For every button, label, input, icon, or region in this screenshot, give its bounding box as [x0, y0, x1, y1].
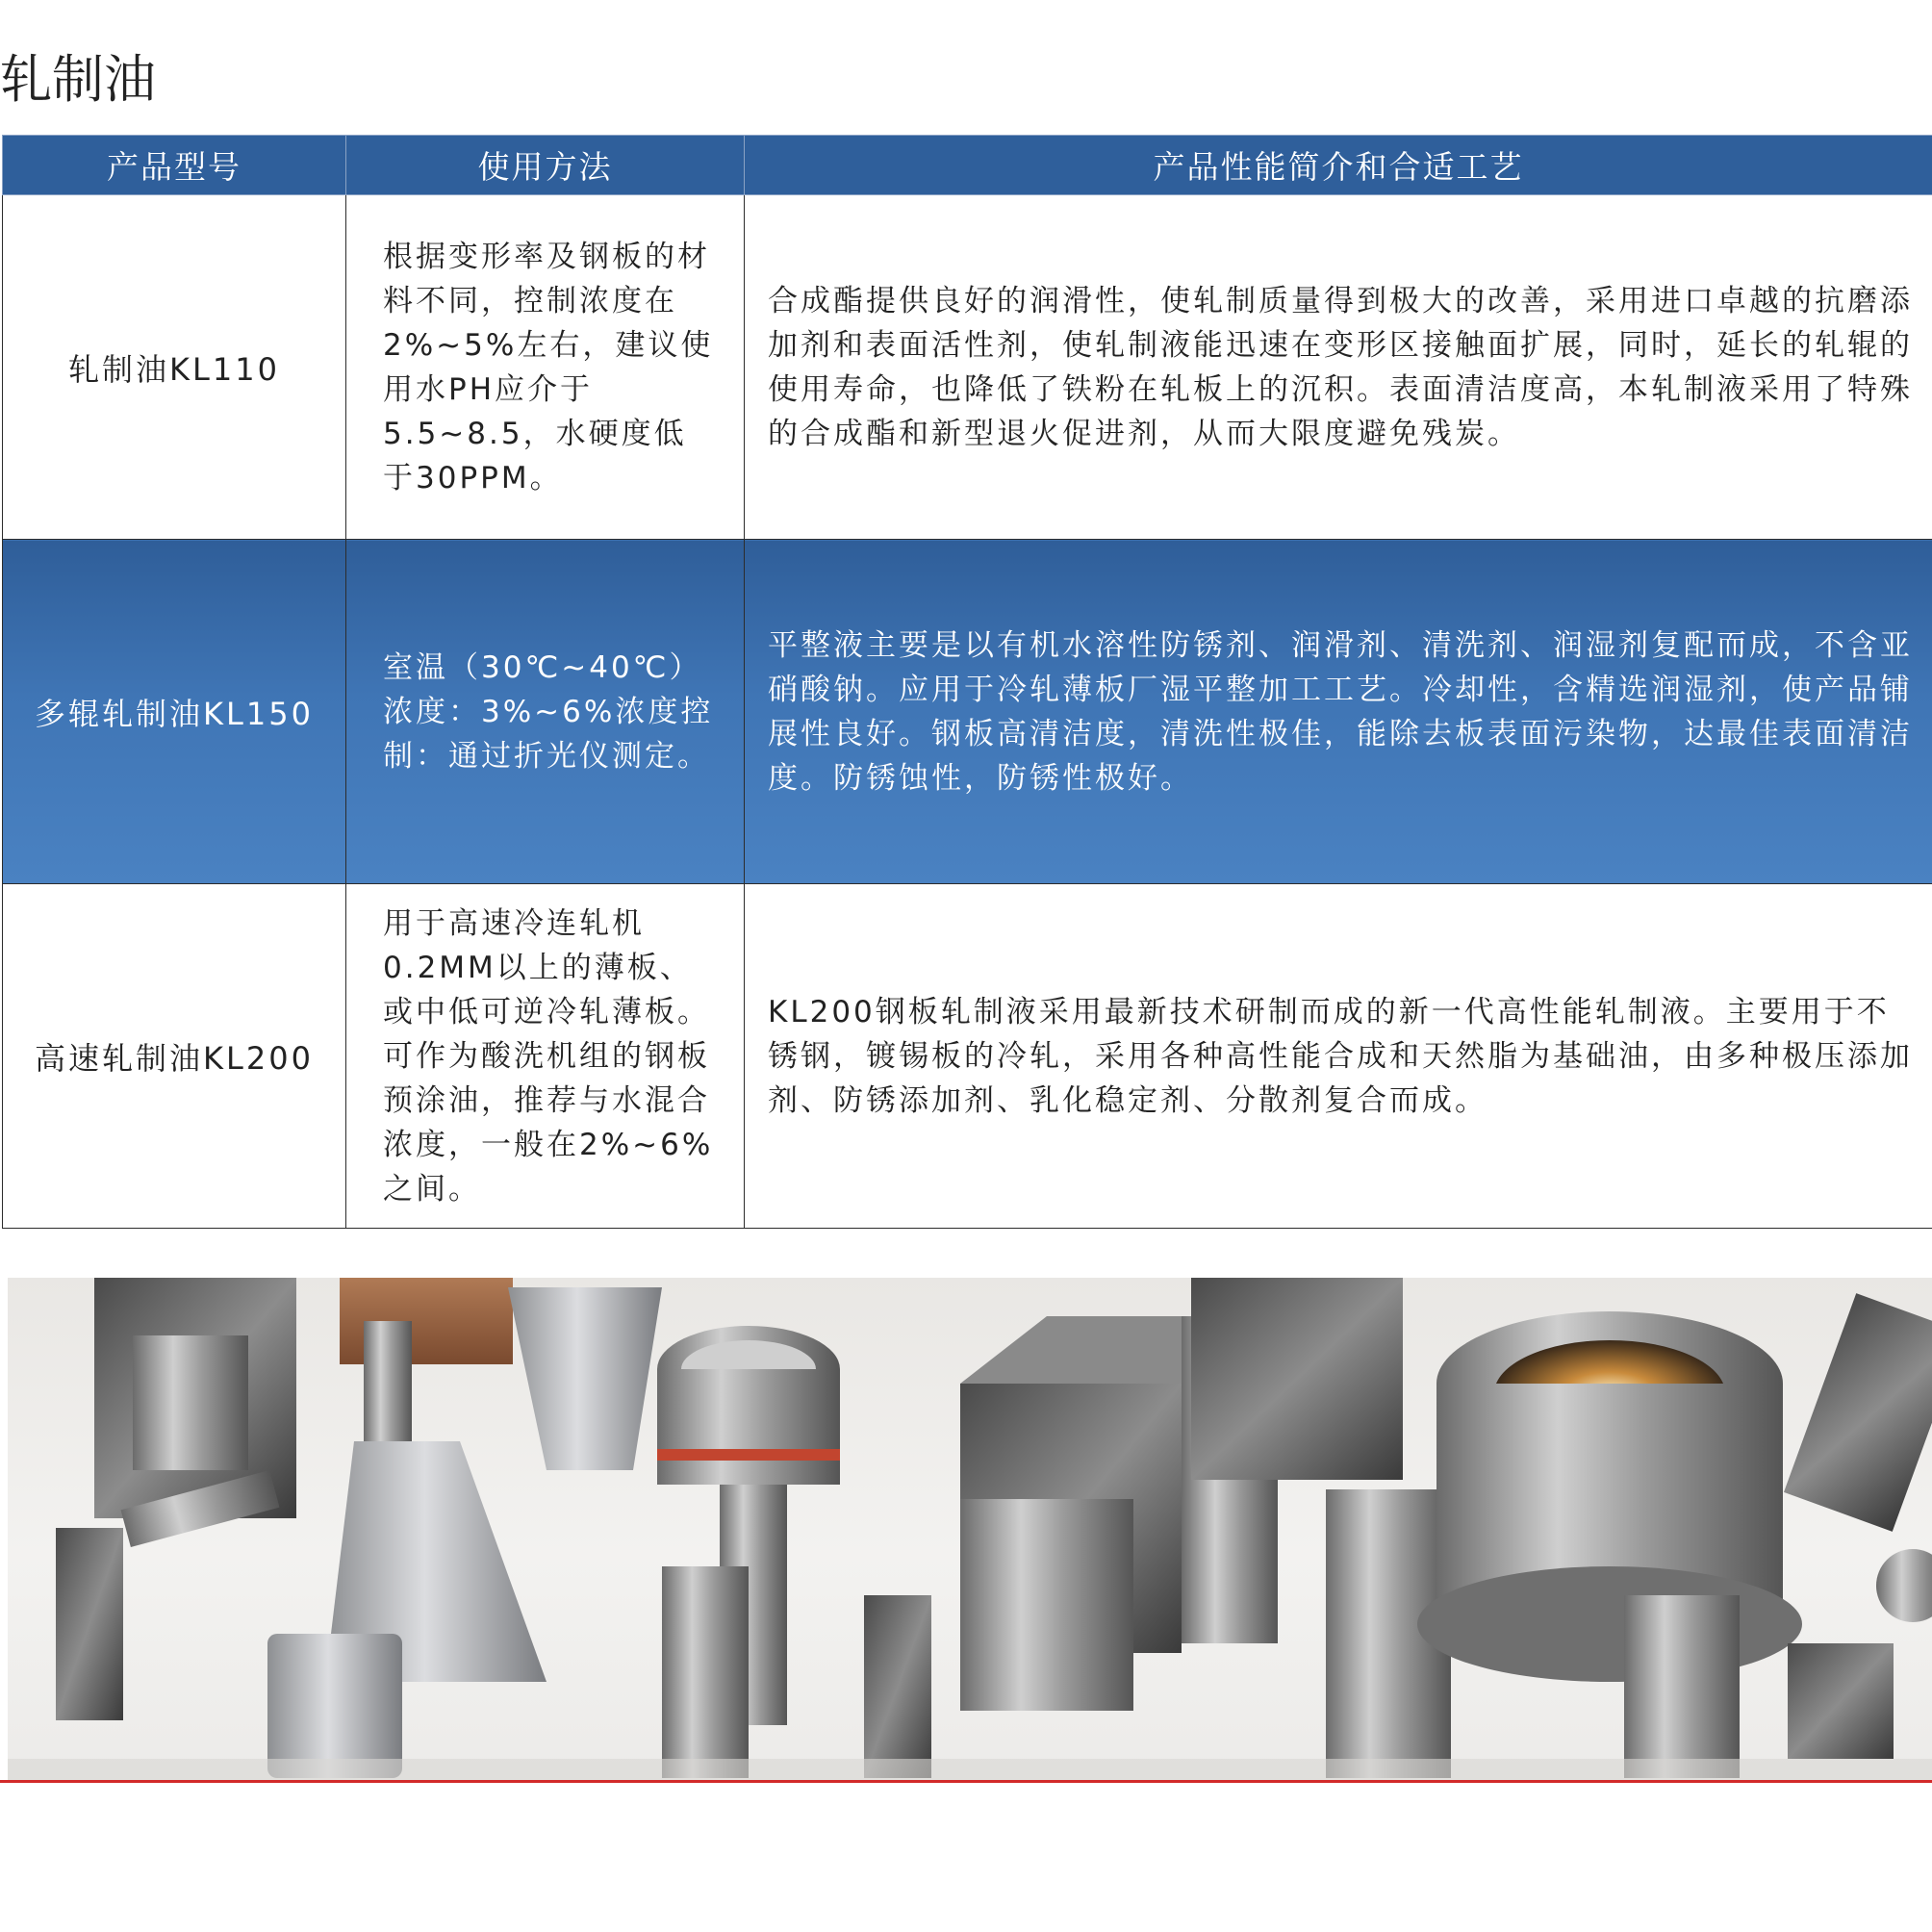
model-cell: 多辊轧制油KL150 — [3, 540, 346, 884]
description-cell — [745, 884, 1932, 1229]
model-cell: 高速轧制油KL200 — [3, 884, 346, 1229]
header-model: 产品型号 — [3, 136, 346, 195]
header-description: 产品性能简介和合适工艺 — [745, 136, 1932, 195]
table-row — [3, 195, 1932, 540]
table-row — [3, 540, 1932, 884]
usage-cell — [346, 195, 745, 540]
table-row — [3, 884, 1932, 1229]
page-title: 轧制油 — [0, 49, 156, 110]
metal-parts-photo — [8, 1278, 1932, 1780]
table-header-row — [3, 136, 1932, 195]
description-text: 平整液主要是以有机水溶性防锈剂、润滑剂、清洗剂、润湿剂复配而成，不含亚硝酸钠。应用于冷轧薄板厂湿平整加工工艺。冷却性，含精选润湿剂，使产品铺展性良好。钢板高清洁度，清洗性极佳，能除去板表面污染物，达最佳表面清洁度。防锈蚀性，防锈性极好。 — [768, 627, 1913, 796]
usage-text: 根据变形率及钢板的材料不同，控制浓度在2%~5%左右，建议使用水PH应介于5.5~8.5，水硬度低于30PPM。 — [383, 239, 714, 496]
product-table — [2, 135, 1932, 1229]
model-cell: 轧制油KL110 — [3, 195, 346, 540]
metal-parts-illustration — [8, 1278, 1932, 1780]
description-text: 合成酯提供良好的润滑性，使轧制质量得到极大的改善，采用进口卓越的抗磨添加剂和表面活性剂，使轧制液能迅速在变形区接触面扩展，同时，延长的轧辊的使用寿命，也降低了铁粉在轧板上的沉积。表面清洁度高，本轧制液采用了特殊的合成酯和新型退火促进剂，从而大限度避免残炭。 — [768, 283, 1913, 451]
header-usage: 使用方法 — [346, 136, 745, 195]
red-divider-line — [0, 1780, 1932, 1783]
description-cell — [745, 195, 1932, 540]
usage-text: 用于高速冷连轧机0.2MM以上的薄板、或中低可逆冷轧薄板。可作为酸洗机组的钢板预涂油，推荐与水混合浓度，一般在2%~6%之间。 — [383, 905, 714, 1207]
usage-cell — [346, 540, 745, 884]
usage-text: 室温（30℃~40℃）浓度：3%~6%浓度控制：通过折光仪测定。 — [383, 649, 714, 774]
description-cell — [745, 540, 1932, 884]
usage-cell — [346, 884, 745, 1229]
description-text: KL200钢板轧制液采用最新技术研制而成的新一代高性能轧制液。主要用于不锈钢，镀锡板的冷轧，采用各种高性能合成和天然脂为基础油，由多种极压添加剂、防锈添加剂、乳化稳定剂、分散剂复合而成。 — [768, 994, 1913, 1118]
